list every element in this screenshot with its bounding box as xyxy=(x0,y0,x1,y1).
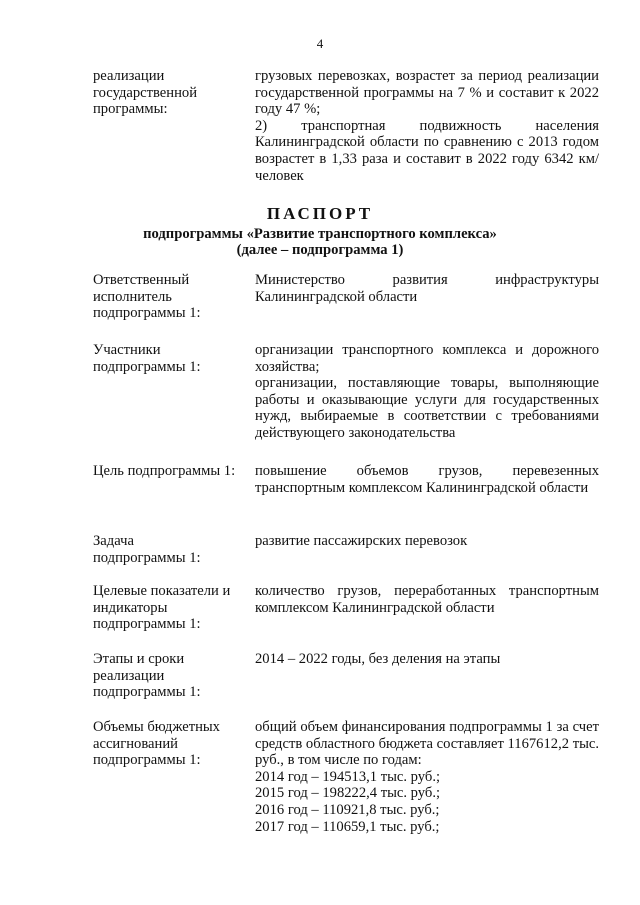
passport-subtitle-note: (далее – подпрограмма 1) xyxy=(236,242,404,258)
row-label: Ответственный исполнитель подпрограммы 1: xyxy=(93,272,201,322)
row-value xyxy=(255,651,599,668)
intro-paragraph: 2) транспортная подвижность населения Калининградской области по сравнению с 2013 годом возрастет в 1,33 раза и составит в 2022 году 6342 км/человек xyxy=(255,117,599,184)
row-paragraph: Министерство развития инфраструктуры Калининградской области xyxy=(255,272,599,305)
row-paragraph: 2014 – 2022 годы, без деления на этапы xyxy=(255,651,501,667)
row-paragraph: 2015 год – 198222,4 тыс. руб.; xyxy=(255,785,441,802)
row-paragraph: организации, поставляющие товары, выполняющие работы и оказывающие услуги для государственных нужд, выбираемые в соответствии с требованиями действующего законодательства xyxy=(255,375,599,441)
row-value xyxy=(255,719,599,835)
intro-label: реализации государственной программы: xyxy=(93,68,198,118)
row-paragraph: 2017 год – 110659,1 тыс. руб.; xyxy=(255,818,440,835)
intro-value xyxy=(255,68,599,184)
passport-subtitle: подпрограммы «Развитие транспортного комплекса» xyxy=(143,226,497,242)
passport-title: ПАСПОРТ xyxy=(266,204,374,223)
row-label: Этапы и сроки реализации подпрограммы 1: xyxy=(93,651,201,701)
row-value xyxy=(255,583,599,616)
row-paragraph: развитие пассажирских перевозок xyxy=(255,533,468,549)
row-value xyxy=(255,533,599,550)
row-label: Задача подпрограммы 1: xyxy=(93,533,201,566)
row-value xyxy=(255,342,599,442)
intro-paragraph: грузовых перевозках, возрастет за период реализации государственной программы на 7 % и составит к 2022 году 47 %; xyxy=(255,68,599,118)
row-paragraph: 2016 год – 110921,8 тыс. руб.; xyxy=(255,801,440,818)
row-paragraph: 2014 год – 194513,1 тыс. руб.; xyxy=(255,768,441,785)
row-label: Целевые показатели и индикаторы подпрограммы 1: xyxy=(93,583,231,633)
page-number: 4 xyxy=(316,36,324,51)
row-paragraph: организации транспортного комплекса и дорожного хозяйства; xyxy=(255,342,599,375)
row-label: Цель подпрограммы 1: xyxy=(93,463,236,479)
row-label: Объемы бюджетных ассигнований подпрограммы 1: xyxy=(93,719,220,769)
row-value xyxy=(255,463,599,496)
row-paragraph: повышение объемов грузов, перевезенных транспортным комплексом Калининградской области xyxy=(255,463,599,496)
row-paragraph: общий объем финансирования подпрограммы 1 за счет средств областного бюджета составляет 1167612,2 тыс. руб., в том числе по годам: xyxy=(255,719,599,769)
row-value xyxy=(255,272,599,305)
row-label: Участники подпрограммы 1: xyxy=(93,342,201,375)
row-paragraph: количество грузов, переработанных транспортным комплексом Калининградской области xyxy=(255,583,599,616)
